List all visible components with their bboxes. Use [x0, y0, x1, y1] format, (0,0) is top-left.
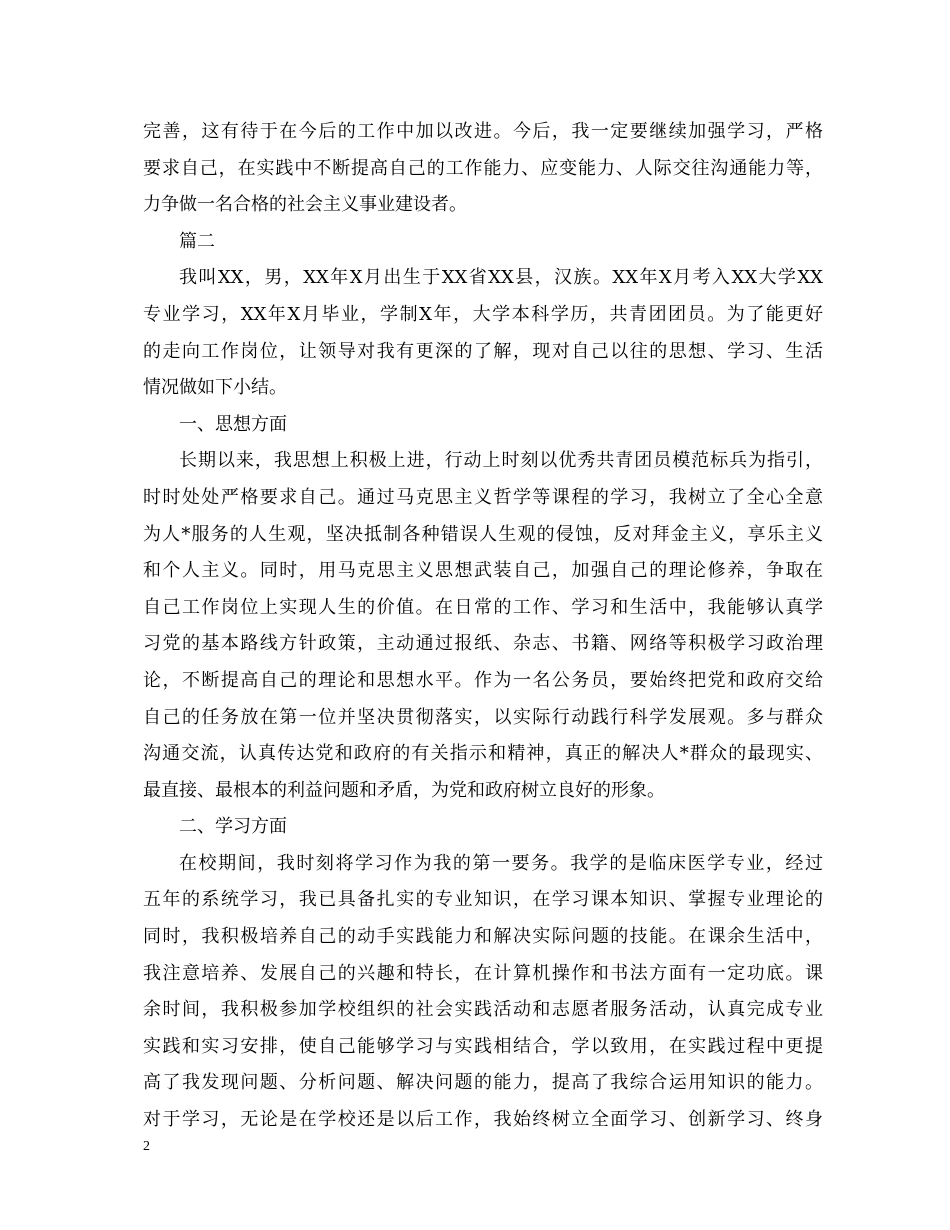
text-line: 在校期间，我时刻将学习作为我的第一要务。我学的是临床医学专业，经过 [179, 852, 823, 874]
text-line: 要求自己，在实践中不断提高自己的工作能力、应变能力、人际交往沟通能力等， [143, 157, 823, 179]
document-body [143, 114, 823, 1139]
text-line: 实践和实习安排，使自己能够学习与实践相结合，学以致用，在实践过程中更提 [143, 1035, 823, 1057]
text-line: 论，不断提高自己的理论和思想水平。作为一名公务员，要始终把党和政府交给 [143, 669, 823, 691]
text-line: 我注意培养、发展自己的兴趣和特长，在计算机操作和书法方面有一定功底。课 [143, 962, 823, 984]
text-line: 沟通交流，认真传达党和政府的有关指示和精神，真正的解决人*群众的最现实、 [143, 743, 823, 765]
text-line: 和个人主义。同时，用马克思主义思想武装自己，加强自己的理论修养，争取在 [143, 560, 823, 582]
text-line: 的走向工作岗位，让领导对我有更深的了解，现对自己以往的思想、学习、生活 [143, 340, 823, 362]
text-line: 自己的任务放在第一位并坚决贯彻落实，以实际行动践行科学发展观。多与群众 [143, 706, 823, 728]
text-line: 完善，这有待于在今后的工作中加以改进。今后，我一定要继续加强学习，严格 [143, 121, 823, 142]
section-heading: 篇二 [179, 230, 215, 252]
text-line: 高了我发现问题、分析问题、解决问题的能力，提高了我综合运用知识的能力。 [143, 1072, 823, 1094]
section-heading: 一、思想方面 [179, 413, 287, 435]
text-line: 长期以来，我思想上积极上进，行动上时刻以优秀共青团员模范标兵为指引， [179, 450, 823, 472]
text-line: 同时，我积极培养自己的动手实践能力和解决实际问题的技能。在课余生活中， [143, 926, 823, 948]
text-line: 专业学习，XX年X月毕业，学制X年，大学本科学历，共青团团员。为了能更好 [143, 303, 823, 325]
page-number: 2 [143, 1139, 150, 1154]
section-heading: 二、学习方面 [179, 816, 287, 838]
text-line: 为人*服务的人生观，坚决抵制各种错误人生观的侵蚀，反对拜金主义，享乐主义 [143, 523, 823, 545]
text-line: 力争做一名合格的社会主义事业建设者。 [143, 194, 467, 216]
text-line: 对于学习，无论是在学校还是以后工作，我始终树立全面学习、创新学习、终身 [143, 1109, 823, 1131]
text-line: 余时间，我积极参加学校组织的社会实践活动和志愿者服务活动，认真完成专业 [143, 999, 823, 1021]
text-line: 时时处处严格要求自己。通过马克思主义哲学等课程的学习，我树立了全心全意 [143, 486, 823, 508]
text-line: 我叫XX，男，XX年X月出生于XX省XX县，汉族。XX年X月考入XX大学XX [179, 267, 823, 289]
text-line: 五年的系统学习，我已具备扎实的专业知识，在学习课本知识、掌握专业理论的 [143, 889, 823, 911]
text-line: 最直接、最根本的利益问题和矛盾，为党和政府树立良好的形象。 [143, 779, 665, 801]
text-line: 自己工作岗位上实现人生的价值。在日常的工作、学习和生活中，我能够认真学 [143, 596, 823, 618]
text-line: 情况做如下小结。 [143, 377, 287, 399]
text-line: 习党的基本路线方针政策，主动通过报纸、杂志、书籍、网络等积极学习政治理 [143, 633, 823, 655]
